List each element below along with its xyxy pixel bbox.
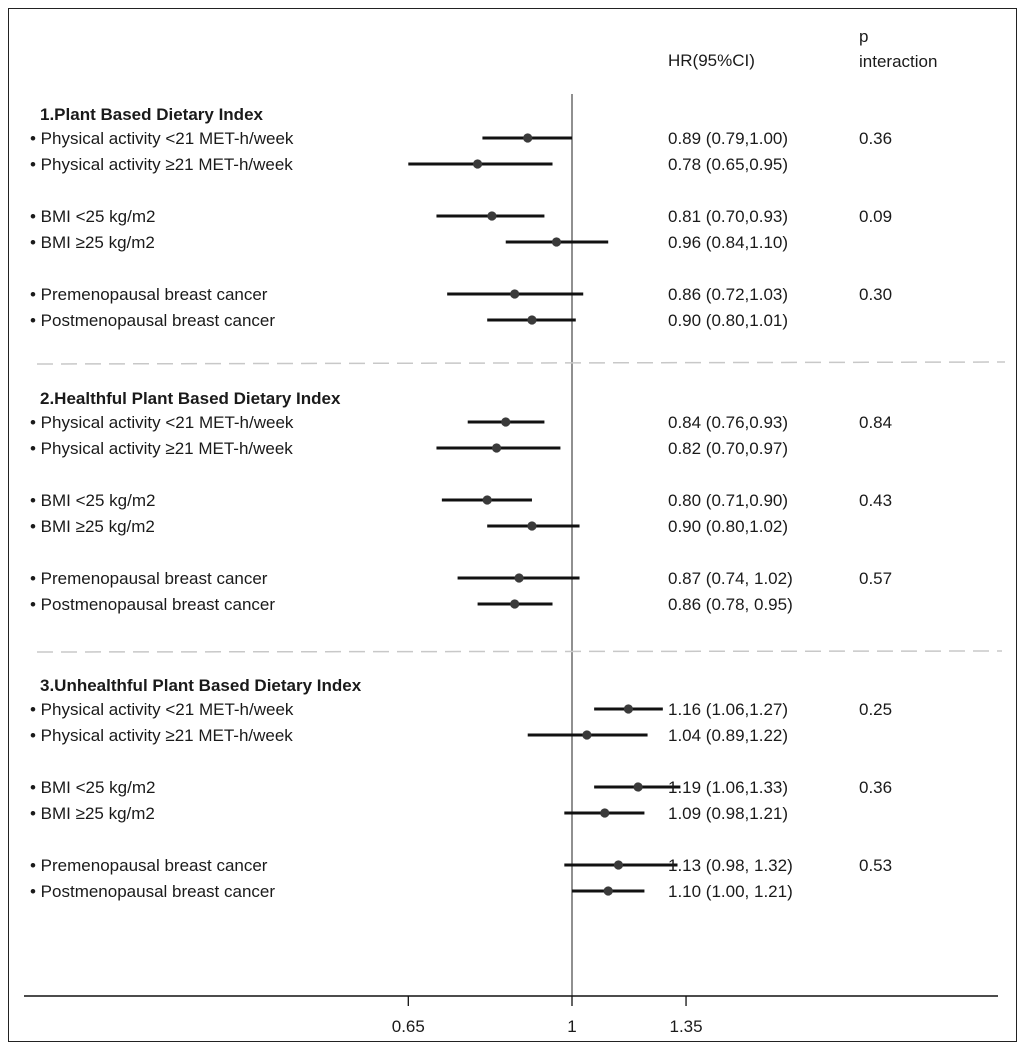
p-column-header-line1: p — [859, 27, 869, 46]
row-label: • Physical activity <21 MET-h/week — [30, 413, 294, 432]
hr-ci-text: 0.89 (0.79,1.00) — [668, 129, 789, 148]
hr-point — [492, 443, 501, 452]
row-label: • Premenopausal breast cancer — [30, 569, 268, 588]
p-interaction-value: 0.25 — [859, 700, 893, 719]
row-label: • BMI <25 kg/m2 — [30, 207, 156, 226]
group-separator — [37, 362, 1005, 364]
hr-point — [483, 495, 492, 504]
hr-ci-text: 1.09 (0.98,1.21) — [668, 804, 789, 823]
hr-ci-text: 0.86 (0.72,1.03) — [668, 285, 789, 304]
forest-row — [30, 233, 788, 252]
hr-point — [523, 133, 532, 142]
row-label: • Physical activity ≥21 MET-h/week — [30, 155, 293, 174]
hr-point — [527, 521, 536, 530]
p-interaction-value: 0.43 — [859, 491, 893, 510]
row-label: • BMI ≥25 kg/m2 — [30, 804, 155, 823]
forest-row — [30, 726, 788, 745]
hr-point — [501, 417, 510, 426]
group-1 — [30, 105, 892, 330]
hr-ci-text: 0.84 (0.76,0.93) — [668, 413, 789, 432]
hr-point — [582, 730, 591, 739]
forest-row — [30, 856, 892, 875]
p-interaction-value: 0.57 — [859, 569, 893, 588]
forest-row — [30, 311, 788, 330]
p-interaction-value: 0.36 — [859, 129, 893, 148]
x-tick-label: 1.35 — [669, 1017, 703, 1036]
hr-point — [634, 782, 643, 791]
p-interaction-value: 0.53 — [859, 856, 893, 875]
p-interaction-value: 0.36 — [859, 778, 893, 797]
hr-ci-text: 1.13 (0.98, 1.32) — [668, 856, 793, 875]
hr-point — [527, 315, 536, 324]
forest-row — [30, 155, 788, 174]
hr-ci-text: 0.90 (0.80,1.01) — [668, 311, 789, 330]
hr-ci-text: 1.16 (1.06,1.27) — [668, 700, 789, 719]
p-interaction-value: 0.09 — [859, 207, 893, 226]
row-label: • Postmenopausal breast cancer — [30, 595, 276, 614]
row-label: • Physical activity ≥21 MET-h/week — [30, 439, 293, 458]
forest-row — [30, 595, 793, 614]
row-label: • Physical activity ≥21 MET-h/week — [30, 726, 293, 745]
hr-point — [514, 573, 523, 582]
hr-point — [487, 211, 496, 220]
hr-ci-text: 0.78 (0.65,0.95) — [668, 155, 789, 174]
forest-row — [30, 778, 892, 797]
hr-ci-text: 0.96 (0.84,1.10) — [668, 233, 789, 252]
row-label: • BMI ≥25 kg/m2 — [30, 233, 155, 252]
row-label: • Postmenopausal breast cancer — [30, 311, 276, 330]
group-title: 3.Unhealthful Plant Based Dietary Index — [40, 676, 362, 695]
row-label: • Premenopausal breast cancer — [30, 285, 268, 304]
forest-row — [30, 439, 788, 458]
x-axis — [24, 996, 998, 1036]
column-headers — [668, 27, 937, 71]
row-label: • Postmenopausal breast cancer — [30, 882, 276, 901]
hr-ci-text: 1.10 (1.00, 1.21) — [668, 882, 793, 901]
forest-row — [30, 491, 892, 510]
forest-row — [30, 882, 793, 901]
row-label: • Premenopausal breast cancer — [30, 856, 268, 875]
hr-ci-text: 1.19 (1.06,1.33) — [668, 778, 789, 797]
forest-row — [30, 804, 788, 823]
group-3 — [30, 676, 892, 901]
forest-row — [30, 129, 892, 148]
forest-row — [30, 700, 892, 719]
row-label: • BMI <25 kg/m2 — [30, 491, 156, 510]
hr-point — [614, 860, 623, 869]
hr-ci-text: 0.82 (0.70,0.97) — [668, 439, 789, 458]
forest-row — [30, 569, 892, 588]
group-title: 1.Plant Based Dietary Index — [40, 105, 263, 124]
forest-row — [30, 285, 892, 304]
hr-ci-text: 0.81 (0.70,0.93) — [668, 207, 789, 226]
hr-ci-text: 0.86 (0.78, 0.95) — [668, 595, 793, 614]
hr-ci-text: 1.04 (0.89,1.22) — [668, 726, 789, 745]
x-tick-label: 0.65 — [391, 1017, 425, 1036]
group-2 — [30, 389, 892, 614]
hr-point — [510, 289, 519, 298]
forest-row — [30, 207, 892, 226]
row-label: • BMI ≥25 kg/m2 — [30, 517, 155, 536]
forest-row — [30, 413, 892, 432]
p-column-header-line2: interaction — [859, 52, 938, 71]
hr-point — [552, 237, 561, 246]
x-tick-label: 1 — [567, 1017, 577, 1036]
group-separator — [37, 651, 1002, 652]
hr-point — [510, 599, 519, 608]
row-label: • Physical activity <21 MET-h/week — [30, 129, 294, 148]
group-title: 2.Healthful Plant Based Dietary Index — [40, 389, 341, 408]
forest-rows — [30, 105, 892, 901]
hr-point — [604, 886, 613, 895]
hr-point — [600, 808, 609, 817]
hr-point — [473, 159, 482, 168]
row-label: • BMI <25 kg/m2 — [30, 778, 156, 797]
p-interaction-value: 0.30 — [859, 285, 893, 304]
hr-ci-text: 0.90 (0.80,1.02) — [668, 517, 789, 536]
p-interaction-value: 0.84 — [859, 413, 893, 432]
hr-column-header: HR(95%CI) — [668, 51, 755, 70]
hr-ci-text: 0.87 (0.74, 1.02) — [668, 569, 793, 588]
forest-row — [30, 517, 788, 536]
row-label: • Physical activity <21 MET-h/week — [30, 700, 294, 719]
hr-point — [624, 704, 633, 713]
hr-ci-text: 0.80 (0.71,0.90) — [668, 491, 789, 510]
